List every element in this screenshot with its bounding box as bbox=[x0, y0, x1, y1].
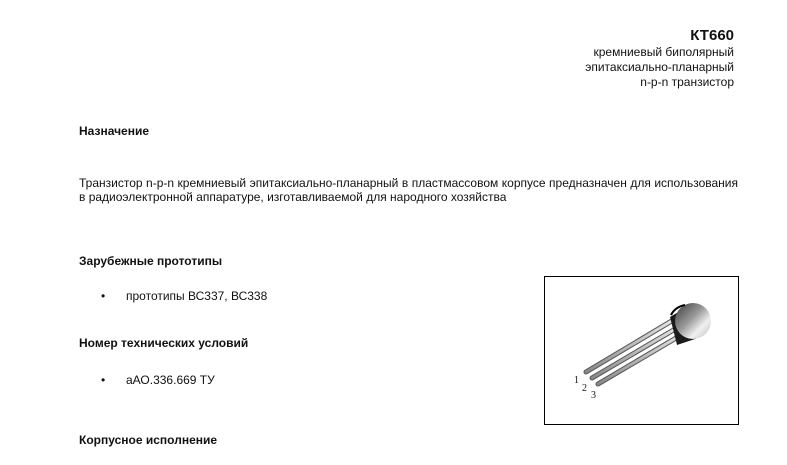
purpose-text: Транзистор n-p-n кремниевый эпитаксиально-планарный в пластмассовом корпусе предназначен для использования в радиоэлектронной аппаратуре, изготавливаемой для народного хозяйства bbox=[79, 176, 738, 204]
transistor-icon bbox=[545, 277, 740, 426]
purpose-heading: Назначение bbox=[79, 124, 150, 138]
subtitle-line-3: n-p-n транзистор bbox=[640, 75, 734, 89]
pin-label-1: 1 bbox=[574, 375, 579, 386]
prototypes-heading: Зарубежные прототипы bbox=[79, 254, 223, 268]
subtitle-line-1: кремниевый биполярный bbox=[593, 45, 734, 59]
prototypes-item-text: прототипы ВС337, ВС338 bbox=[126, 289, 268, 303]
prototypes-list-item bbox=[101, 289, 267, 303]
pin-label-3: 3 bbox=[591, 390, 596, 401]
specs-item-text: аАО.336.669 ТУ bbox=[126, 373, 215, 387]
title-block bbox=[585, 27, 734, 90]
bullet-icon: • bbox=[101, 289, 106, 303]
bullet-icon: • bbox=[101, 373, 106, 387]
transistor-figure bbox=[544, 276, 739, 425]
package-heading: Корпусное исполнение bbox=[79, 433, 218, 447]
pin-label-2: 2 bbox=[582, 383, 587, 394]
subtitle-line-2: эпитаксиально-планарный bbox=[585, 60, 734, 74]
specs-list-item bbox=[101, 373, 215, 387]
part-number: КТ660 bbox=[690, 27, 734, 44]
specs-heading: Номер технических условий bbox=[79, 336, 249, 350]
